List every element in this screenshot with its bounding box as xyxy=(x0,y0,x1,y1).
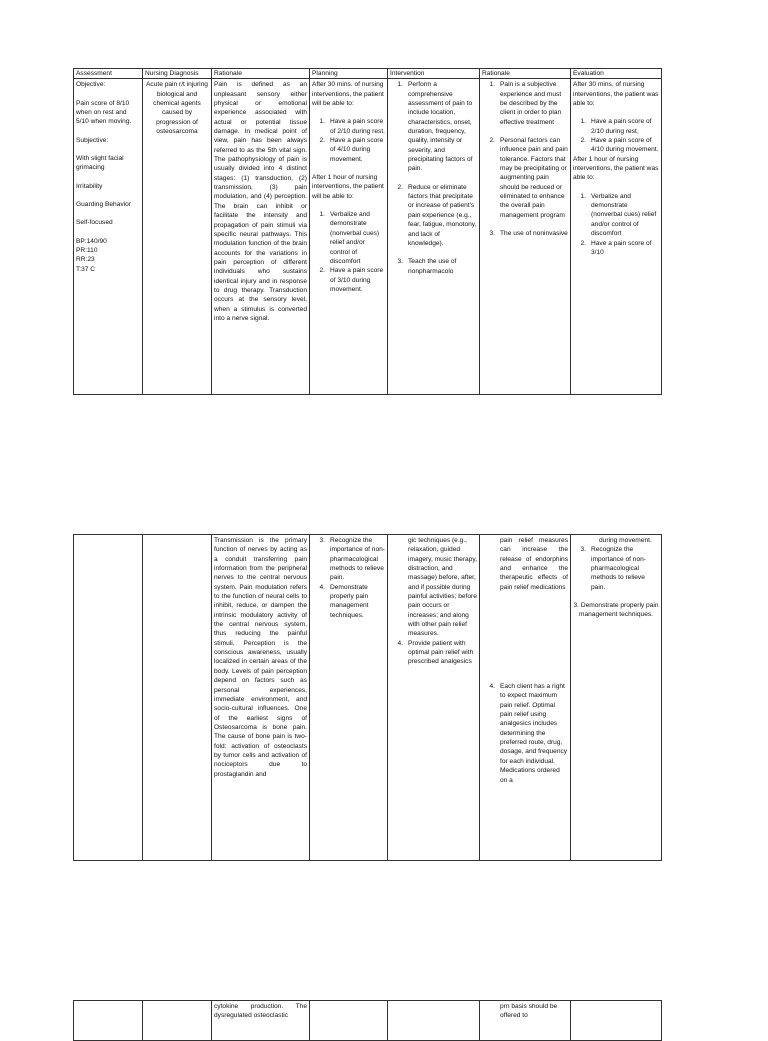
item-text: Have a pain score of 2/10 during rest. xyxy=(591,118,652,135)
assessment-line: Objective: xyxy=(76,81,106,89)
header-planning: Planning xyxy=(310,69,388,79)
rationale-item xyxy=(482,682,568,785)
assessment-line: RR:23 xyxy=(76,256,95,264)
rationale-2-cell xyxy=(480,535,571,861)
item-number: 1. xyxy=(580,118,586,126)
evaluation-goals-1hour xyxy=(573,192,659,257)
rationale-item xyxy=(482,136,568,220)
assessment-cell xyxy=(74,1001,143,1041)
header-nursing-diagnosis: Nursing Diagnosis xyxy=(143,69,212,79)
rationale-item xyxy=(482,229,568,238)
evaluation-cell xyxy=(571,79,662,395)
evaluation-intro-30min: After 30 mins. of nursing interventions, the patient was able to: xyxy=(573,81,659,108)
planning-intro-30min: After 30 mins. of nursing interventions, the patient will be able to: xyxy=(312,81,384,108)
assessment-cell xyxy=(74,79,143,395)
assessment-cell xyxy=(74,535,143,861)
item-text: Pain is a subjective experience and must be described by the client in order to plan effective treatment xyxy=(500,81,562,126)
assessment-spacer xyxy=(76,90,140,99)
item-number: 2. xyxy=(580,137,586,145)
planning-cell xyxy=(310,535,388,861)
header-evaluation: Evaluation xyxy=(571,69,662,79)
planning-cell xyxy=(310,1001,388,1041)
assessment-spacer xyxy=(76,173,140,182)
item-text: Have a pain score of 3/10 xyxy=(591,239,652,256)
assessment-line: BP:140/90 xyxy=(76,237,107,245)
intervention-continued-text: gic techniques (e.g., relaxation, guided imagery, music therapy, distraction, and massage) before, after, and if possible during painful activities; before pain occurs or increases; and along with other pain relief measures. xyxy=(408,537,478,638)
rationale-2-continued-text: pain relief measures can increase the release of endorphins and enhance the therapeutic effects of pain relief medications xyxy=(500,537,568,591)
rationale-text: Transmission is the primary function of nerves by acting as a conduit transferring pain information from the peripheral nerves to the central nervous system. Pain modulation refers to the function of neural cells to inhibit, reduce, or dampen the intrinsic modulatory activity of the central nervous system, thus reducing the painful stimuli. Perception is the conscious awareness, usually localized in certain areas of the body. Levels of pain perception depend on factors such as personal experiences, immediate environment, and socio-cultural influences. One of the earliest signs of Osteosarcoma is bone pain. The cause of bone pain is two-fold: activation of osteoclasts by tumor cells and activation of nociceptors due to prostaglandin and xyxy=(214,537,307,778)
item-number: 3. xyxy=(397,258,403,266)
diagnosis-cell xyxy=(143,79,212,395)
intervention-list xyxy=(390,639,477,667)
intervention-item xyxy=(390,80,477,173)
header-assessment: Assessment xyxy=(74,69,143,79)
header-intervention: Intervention xyxy=(388,69,480,79)
planning-intro-1hour: After 1 hour of nursing interventions, the patient will be able to: xyxy=(312,174,384,200)
assessment-spacer xyxy=(76,209,140,218)
table-row xyxy=(74,1001,662,1041)
item-number: 3. xyxy=(319,537,325,544)
intervention-item xyxy=(390,183,477,248)
item-text: Reduce or eliminate factors that precipitate or increase of patient's pain experience (e.g., fear, fatigue, monotony, and lack of knowledge). xyxy=(408,183,477,247)
item-text: Verbalize and demonstrate (nonverbal cues) relief and/or control of discomfort xyxy=(330,211,380,265)
item-text: Have a pain score of 2/10 during rest. xyxy=(330,118,385,135)
item-number: 1. xyxy=(580,192,586,200)
intervention-list xyxy=(390,80,477,276)
item-text: Perform a comprehensive assessment of pain to include location, characteristics, onset, duration, frequency, quality, intensity or severity, and precipitating factors of pain. xyxy=(408,81,473,173)
evaluation-goal xyxy=(573,239,659,258)
item-text: Demonstrate properly pain management techniques. xyxy=(330,583,369,619)
evaluation-extra-text: 3. Demonstrate properly pain management techniques. xyxy=(573,602,659,619)
intervention-item xyxy=(390,257,477,276)
table-row xyxy=(74,535,662,861)
care-plan-table-page-3 xyxy=(73,1000,662,1041)
item-number: 4. xyxy=(397,639,403,647)
item-number: 2. xyxy=(489,137,495,145)
table-header-row xyxy=(74,69,662,79)
rationale-cell xyxy=(212,535,310,861)
diagnosis-cell xyxy=(143,1001,212,1041)
item-text: Recognize the importance of non-pharmacological methods to relieve pain. xyxy=(591,546,646,591)
evaluation-intro-1hour: After 1 hour of nursing interventions, the patient was able to: xyxy=(573,155,659,182)
planning-goals-30min xyxy=(312,117,385,164)
planning-goals-1hour xyxy=(312,210,385,294)
care-plan-table-page-1 xyxy=(73,68,662,395)
evaluation-goal xyxy=(573,136,659,155)
rationale-cell xyxy=(212,79,310,395)
assessment-line: Pain score of 8/10 when on rest and 5/10 when moving. xyxy=(76,99,132,126)
planning-goal xyxy=(312,117,385,136)
evaluation-goal xyxy=(573,192,659,239)
care-plan-table-page-2 xyxy=(73,534,662,861)
item-text: Each client has a right to expect maximum pain relief. Optimal pain relief using analgesics includes determining the preferred route, drug, dosage, and frequency for each individual. Medications ordered on a xyxy=(500,683,568,784)
item-number: 1. xyxy=(397,81,403,89)
item-number: 4. xyxy=(319,583,325,591)
intervention-cell xyxy=(388,1001,480,1041)
item-number: 1. xyxy=(489,81,495,89)
item-text: Have a pain score of 4/10 during movement. xyxy=(330,137,384,163)
rationale-text: Pain is defined as an unpleasant sensory either physical or emotional experience associated with actual or potential tissue damage. In medical point of view, pain has been always referred to as the 5th vital sign. The pathophysiology of pain is usually divided into 4 distinct stages: (1) transduction, (2) transmission, (3) pain modulation, and (4) perception. The brain can inhibit or facilitate the intensity and propagation of pain stimuli via specific neural pathways. This modulation function of the brain accounts for the variations in pain perception of different individuals who sustains identical injury and in response to drug therapy. Transduction occurs at the sensory level, when a stimulus is converted into a nerve signal. xyxy=(214,81,307,322)
planning-goal xyxy=(312,536,385,583)
item-number: 3. xyxy=(580,546,586,554)
evaluation-goals-continued xyxy=(573,545,659,592)
planning-goals-continued xyxy=(312,536,385,620)
intervention-cell xyxy=(388,535,480,861)
assessment-line: Subjective: xyxy=(76,136,109,144)
assessment-line: Guarding Behavior xyxy=(76,201,131,209)
assessment-spacer xyxy=(76,127,140,136)
intervention-item xyxy=(390,639,477,667)
item-text: Provide patient with optimal pain relief with prescribed analgesics xyxy=(408,639,474,666)
assessment-line: With slight facial grimacing xyxy=(76,155,124,172)
evaluation-goals-30min xyxy=(573,117,659,154)
assessment-spacer xyxy=(76,228,140,237)
evaluation-continued-text: during movement. xyxy=(599,537,652,544)
item-text: Personal factors can influence pain and pain tolerance. Factors that may be precipitating or augmenting pain should be reduced or eliminated to enhance the overall pain management program xyxy=(500,137,568,219)
assessment-spacer xyxy=(76,145,140,154)
item-text: Teach the use of nonpharmacolo xyxy=(408,258,457,275)
evaluation-cell xyxy=(571,535,662,861)
item-number: 2. xyxy=(397,183,403,191)
rationale-text: cytokine production. The dysregulated osteoclastic xyxy=(214,1003,307,1020)
assessment-line: Self-focused xyxy=(76,219,113,227)
item-text: Have a pain score of 4/10 during movement. xyxy=(591,137,659,154)
assessment-line: T:37 C xyxy=(76,265,96,273)
evaluation-cell xyxy=(571,1001,662,1041)
item-number: 3. xyxy=(489,230,495,238)
item-text: Recognize the importance of non-pharmacological methods to relieve pain. xyxy=(330,537,385,582)
rationale-item xyxy=(482,80,568,127)
item-number: 1. xyxy=(319,211,325,219)
planning-goal xyxy=(312,583,385,620)
item-text: Verbalize and demonstrate (nonverbal cues) relief and/or control of discomfort xyxy=(591,192,657,238)
planning-goal xyxy=(312,266,385,294)
assessment-lines xyxy=(76,80,140,274)
item-number: 2. xyxy=(319,137,325,145)
assessment-line: Irritability xyxy=(76,182,103,190)
header-rationale-2: Rationale xyxy=(480,69,571,79)
assessment-spacer xyxy=(76,191,140,200)
rationale-cell xyxy=(212,1001,310,1041)
planning-goal xyxy=(312,136,385,164)
intervention-cell xyxy=(388,79,480,395)
item-number: 2. xyxy=(319,267,325,275)
item-text: The use of noninvasive xyxy=(500,230,568,238)
nursing-diagnosis-text: Acute pain r/t injuring biological and chemical agents caused by progression of osteosarcoma xyxy=(146,81,208,136)
evaluation-goal xyxy=(573,545,659,592)
diagnosis-cell xyxy=(143,535,212,861)
item-text: Have a pain score of 3/10 during movement. xyxy=(330,267,384,293)
item-number: 2. xyxy=(580,239,586,247)
planning-goal xyxy=(312,210,385,266)
header-rationale: Rationale xyxy=(212,69,310,79)
rationale-2-text: prn basis should be offered to xyxy=(500,1003,558,1020)
intervention-rationale-list xyxy=(482,80,568,238)
item-number: 4. xyxy=(489,683,495,691)
planning-cell xyxy=(310,79,388,395)
assessment-line: PR:110 xyxy=(76,247,98,255)
evaluation-goal xyxy=(573,117,659,136)
rationale-2-cell xyxy=(480,79,571,395)
table-row xyxy=(74,79,662,395)
item-number: 1. xyxy=(319,118,325,126)
intervention-rationale-list xyxy=(482,682,568,785)
rationale-2-cell xyxy=(480,1001,571,1041)
